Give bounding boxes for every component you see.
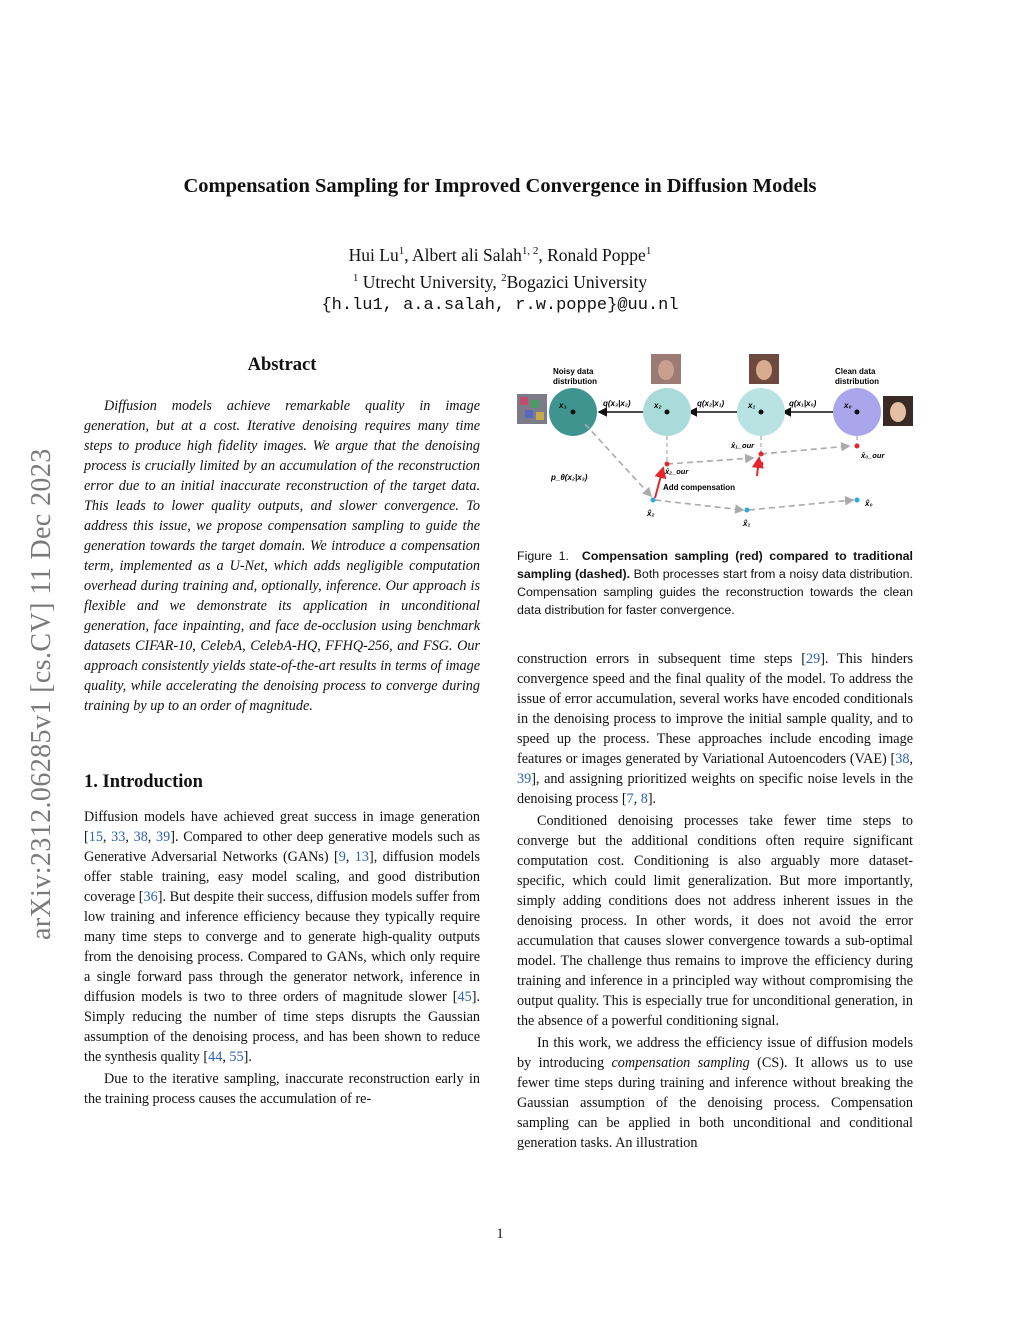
citation-link[interactable]: 55 xyxy=(229,1049,244,1065)
citation-link[interactable]: 39 xyxy=(517,771,532,787)
author-3: Ronald Poppe xyxy=(547,244,646,265)
noisy-distribution-label: Noisy data xyxy=(553,367,594,376)
citation-link[interactable]: 45 xyxy=(457,989,472,1005)
figure-1-caption: Figure 1. Compensation sampling (red) compared to traditional sampling (dashed). Both processes start from a noisy data distribution. Compensation sampling guides the reconstruction towards the clean data distribution for faster convergence. xyxy=(517,549,913,617)
clean-distribution-label: Clean data xyxy=(835,367,876,376)
page-number: 1 xyxy=(496,1226,504,1242)
citation-link[interactable]: 39 xyxy=(156,829,171,845)
noisy-face-thumbnail-1 xyxy=(749,354,779,384)
affiliations: $^1$ Utrecht University, $^2$Bogazici University xyxy=(352,271,648,292)
arxiv-identifier: arXiv:2312.06285v1 [cs.CV] 11 Dec 2023 xyxy=(26,448,57,940)
add-compensation-label: Add compensation xyxy=(663,483,736,492)
citation-link[interactable]: 36 xyxy=(143,889,158,905)
right-paragraph-3: In this work, we address the efficiency issue of diffusion models by introducing compensation sampling (CS). It allows us to use fewer time steps during training and inference without breaking the Gaussian assumption of the denoising process. Compensation sampling can be applied in both unconditional and conditional generation tasks. An illustration xyxy=(517,1035,913,1151)
intro-paragraph-2: Due to the iterative sampling, inaccurate reconstruction early in the training process causes the accumulation of re- xyxy=(84,1071,480,1107)
author-1: Hui Lu xyxy=(348,244,399,265)
citation-link[interactable]: 9 xyxy=(338,849,346,865)
clean-face-thumbnail xyxy=(883,396,913,426)
intro-paragraph-1: Diffusion models have achieved great success in image generation [15, 33, 38, 39]. Compared to other deep generative models such as Generative Adversarial Networks (GANs) [9, 13], diffusion models offer stable training, easy model scaling, and good distribution coverage [36]. But despite their success, diffusion models suffer from low training and inference efficiency because they typically require many time steps to converge and to generate high-quality outputs from the denoising process. Compared to GANs, which only require a single forward pass through the generator network, inference in diffusion models is two to three orders of magnitude slower [45]. Simply reducing the number of time steps disrupts the Gaussian assumption of the denoising process, and has been shown to reduce the synthesis quality [44, 55]. xyxy=(84,809,481,1065)
noisy-face-thumbnail-2 xyxy=(651,354,681,384)
p-theta-label: p_θ(x₂|x₃) xyxy=(551,473,588,482)
node-x2-label: x₂ xyxy=(654,401,662,410)
citation-link[interactable]: 29 xyxy=(806,651,821,667)
q-x2-x1-label: q(x₂|x₁) xyxy=(697,399,725,408)
x0-our-label: x̂₀_our xyxy=(861,451,885,460)
q-x1-x0-label: q(x₁|x₀) xyxy=(789,399,817,408)
citation-link[interactable]: 38 xyxy=(895,751,910,767)
abstract-heading: Abstract xyxy=(247,355,317,375)
paper-title: Compensation Sampling for Improved Convergence in Diffusion Models xyxy=(183,175,817,197)
right-body xyxy=(517,649,913,1153)
right-paragraph-1: construction errors in subsequent time steps [29]. This hinders convergence speed and the final quality of the model. To address the issue of error accumulation, several works have encoded conditionals in the denoising process to improve the initial sample quality, and to speed up the process. These approaches include encoding image features or images generated by Variational Autoencoders (VAE) [38, 39], and assigning prioritized weights on specific noise levels in the denoising process [7, 8]. xyxy=(517,651,913,807)
clean-distribution-label-2: distribution xyxy=(835,377,879,386)
x2-hat-label: x̂₂ xyxy=(647,509,655,518)
x0-hat-label: x̂₀ xyxy=(865,499,873,508)
right-column xyxy=(517,350,913,1153)
noisy-distribution-label-2: distribution xyxy=(553,377,597,386)
author-block xyxy=(0,240,1000,317)
x0-hat-point xyxy=(855,498,860,503)
citation-link[interactable]: 13 xyxy=(354,849,369,865)
figure-1-diagram xyxy=(517,350,913,530)
author-2: Albert ali Salah xyxy=(412,244,522,265)
node-x0-label: x₀ xyxy=(844,401,852,410)
node-x1-label: x₁ xyxy=(748,401,756,410)
intro-heading: 1. Introduction xyxy=(84,772,203,792)
citation-link[interactable]: 44 xyxy=(208,1049,223,1065)
q-x3-x2-label: q(x₃|x₂) xyxy=(603,399,631,408)
node-x3-label: x₃ xyxy=(559,401,567,410)
citation-link[interactable]: 33 xyxy=(111,829,126,845)
x2-hat-point xyxy=(651,498,656,503)
x2-our-label: x̂₂_our xyxy=(665,467,689,476)
citation-link[interactable]: 15 xyxy=(88,829,103,845)
x1-hat-point xyxy=(745,508,750,513)
x1-hat-our-label: x̂₁_our xyxy=(731,441,755,450)
author-names: Hui Lu$^1$, Albert ali Salah$^{1, 2}$, Ronald Poppe$^1$ xyxy=(348,244,652,265)
author-emails[interactable]: {h.lu1, a.a.salah, r.w.poppe}@uu.nl xyxy=(321,295,679,315)
abstract-text: Diffusion models achieve remarkable quality in image generation, but at a cost. Iterative denoising requires many time steps to produce high fidelity images. We argue that the denoising process is crucially limited by an accumulation of the reconstruction error due to an initial inaccurate reconstruction of the target data. This leads to lower quality outputs, and slower convergence. To address this issue, we propose compensation sampling to guide the generation towards the target domain. We introduce a compensation term, implemented as a U-Net, which adds negligible computation overhead during training and, optionally, inference. Our approach is flexible and we demonstrate its application in unconditional generation, face inpainting, and face de-occlusion using benchmark datasets CIFAR-10, CelebA, CelebA-HQ, FFHQ-256, and FSG. Our approach consistently yields state-of-the-art results in terms of image quality, while accelerating the denoising process to converge during training by up to an order of magnitude. xyxy=(84,398,480,714)
citation-link[interactable]: 8 xyxy=(640,791,648,807)
left-column xyxy=(84,355,480,1109)
citation-link[interactable]: 38 xyxy=(133,829,148,845)
citation-link[interactable]: 7 xyxy=(626,791,634,807)
right-paragraph-2: Conditioned denoising processes take fewer time steps to converge but the additional conditions often require significant computation cost. Conditioning is also arguably more dataset-specific, which could limit generalization. But more importantly, simply adding conditions does not address inherent issues in the denoising process. In other words, it does not avoid the error accumulation that causes slower convergence towards a sub-optimal model. The challenge thus remains to improve the efficiency during training and inference in a principled way without compromising the output quality. This is especially true for unconditional generation, in the absence of a powerful conditioning signal. xyxy=(517,813,913,1029)
noise-thumbnail xyxy=(517,394,547,424)
x1-hat-label: x̂₁ xyxy=(743,519,751,528)
